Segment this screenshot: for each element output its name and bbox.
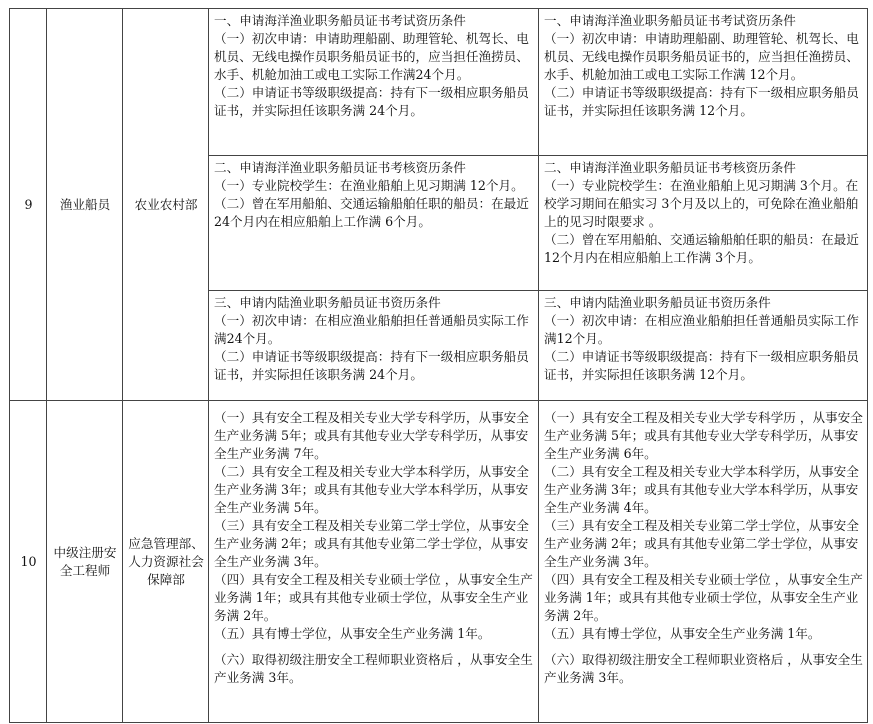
condition-text: （六）取得初级注册安全工程师职业资格后 ，从事安全生产业务满 3年。 (544, 652, 863, 685)
condition-text: （四）具有安全工程及相关专业硕士学位 ，从事安全生产业务满 1年；或具有其他专业硕士学位，从事安全生产业务满 2年。 (214, 572, 533, 623)
condition-text: （二）具有安全工程及相关专业大学本科学历，从事安全生产业务满 3年；或具有其他专业大学本科学历，从事安全生产业务满 5年。 (214, 464, 529, 515)
condition-text: （六）取得初级注册安全工程师职业资格后 ，从事安全生产业务满 3年。 (214, 652, 533, 685)
condition-heading: 二、申请海洋渔业职务船员证书考核资历条件 (214, 160, 466, 175)
condition-text: （二）曾在军用船舶、交通运输船舶任职的船员：在最近12个月内在相应船舶上工作满 3个月。 (544, 232, 859, 265)
condition-text: （一）初次申请：在相应渔业船舶担任普通船员实际工作满24个月。 (214, 313, 529, 346)
condition-text: （一）初次申请：申请助理船副、助理管轮、机驾长、电机员、无线电操作员职务船员证书的，应当担任渔捞员、水手、机舱加油工或电工实际工作满24个月。 (214, 31, 529, 82)
department: 农业农村部 (123, 9, 209, 401)
old-condition-cell (209, 401, 539, 723)
condition-text: （二）申请证书等级职级提高：持有下一级相应职务船员证书，并实际担任该职务满 12个月。 (544, 85, 859, 118)
spacer (214, 643, 534, 651)
department: 应急管理部、人力资源社会保障部 (123, 401, 209, 723)
condition-text: （一）具有安全工程及相关专业大学专科学历，从事安全生产业务满 5年；或具有其他专业大学专科学历，从事安全生产业务满 7年。 (214, 410, 529, 461)
condition-text: （二）申请证书等级职级提高：持有下一级相应职务船员证书，并实际担任该职务满 12个月。 (544, 349, 859, 382)
condition-text: （五）具有博士学位，从事安全生产业务满 1年。 (544, 626, 821, 641)
condition-text: （一）专业院校学生：在渔业船舶上见习期满 12个月。 (214, 178, 524, 193)
condition-text: （一）初次申请：在相应渔业船舶担任普通船员实际工作满12个月。 (544, 313, 859, 346)
condition-heading: 一、申请海洋渔业职务船员证书考试资历条件 (214, 13, 466, 28)
condition-text: （三）具有安全工程及相关专业第二学士学位，从事安全生产业务满 2年；或具有其他专业第二学士学位，从事安全生产业务满 3年。 (214, 518, 529, 569)
condition-heading: 一、申请海洋渔业职务船员证书考试资历条件 (544, 13, 796, 28)
profession-name: 中级注册安全工程师 (47, 401, 123, 723)
new-condition-cell (539, 156, 868, 291)
condition-text: （五）具有博士学位，从事安全生产业务满 1年。 (214, 626, 491, 641)
qualification-table (9, 8, 868, 723)
condition-heading: 二、申请海洋渔业职务船员证书考核资历条件 (544, 160, 796, 175)
old-condition-cell (209, 9, 539, 156)
row-number: 10 (10, 401, 47, 723)
condition-text: （二）申请证书等级职级提高：持有下一级相应职务船员证书，并实际担任该职务满 24个月。 (214, 349, 529, 382)
profession-name: 渔业船员 (47, 9, 123, 401)
spacer (544, 643, 863, 651)
condition-text: （二）申请证书等级职级提高：持有下一级相应职务船员证书，并实际担任该职务满 24个月。 (214, 85, 529, 118)
old-condition-cell (209, 291, 539, 401)
condition-text: （一）初次申请：申请助理船副、助理管轮、机驾长、电机员、无线电操作员职务船员证书的，应当担任渔捞员、水手、机舱加油工或电工实际工作满 12个月。 (544, 31, 859, 82)
old-condition-cell (209, 156, 539, 291)
row-number: 9 (10, 9, 47, 401)
new-condition-cell (539, 401, 868, 723)
condition-text: （二）具有安全工程及相关专业大学本科学历，从事安全生产业务满 3年；或具有其他专业大学本科学历，从事安全生产业务满 4年。 (544, 464, 859, 515)
table-row (10, 9, 868, 156)
condition-text: （一）具有安全工程及相关专业大学专科学历 ，从事安全生产业务满 5年；或具有其他专业大学专科学历，从事安全生产业务满 6年。 (544, 410, 863, 461)
condition-text: （四）具有安全工程及相关专业硕士学位 ，从事安全生产业务满 1年；或具有其他专业硕士学位，从事安全生产业务满 2年。 (544, 572, 863, 623)
condition-text: （一）专业院校学生：在渔业船舶上见习期满 3个月。在校学习期间在船实习 3个月及以上的，可免除在渔业船舶上的见习时限要求 。 (544, 178, 859, 229)
new-condition-cell (539, 9, 868, 156)
condition-text: （三）具有安全工程及相关专业第二学士学位，从事安全生产业务满 2年；或具有其他专业第二学士学位，从事安全生产业务满 3年。 (544, 518, 859, 569)
condition-text: （二）曾在军用船舶、交通运输船舶任职的船员：在最近24个月内在相应船舶上工作满 6个月。 (214, 196, 529, 229)
table-row (10, 401, 868, 723)
condition-heading: 三、申请内陆渔业职务船员证书资历条件 (214, 295, 441, 310)
new-condition-cell (539, 291, 868, 401)
condition-heading: 三、申请内陆渔业职务船员证书资历条件 (544, 295, 771, 310)
